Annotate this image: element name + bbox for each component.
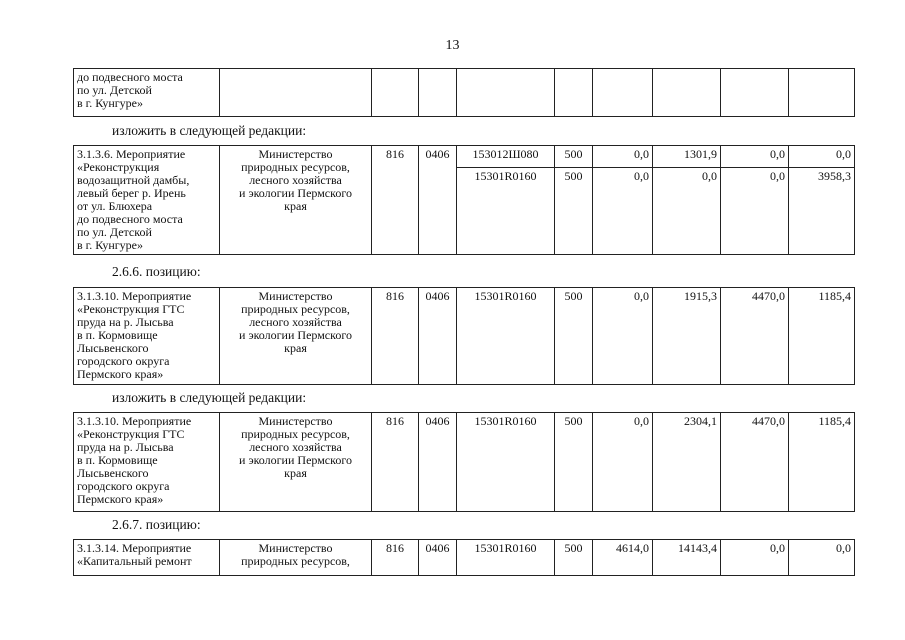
paragraph-position: 2.6.7. позицию: [112, 517, 201, 532]
table-block-2 [73, 145, 855, 255]
expense-type-cell: 500 [555, 146, 593, 168]
table-block-5 [73, 539, 855, 576]
page-number: 13 [445, 38, 460, 53]
ministry-cell [220, 288, 372, 385]
value-cell: 0,0 [721, 146, 789, 168]
table-row [74, 540, 855, 576]
value-cell: 4470,0 [721, 413, 789, 512]
ministry-name: Министерство природных ресурсов, лесного хозяйства и экологии Пермского края [239, 289, 352, 355]
section-code-cell: 0406 [419, 146, 457, 255]
cell [593, 69, 653, 117]
measure-name: 3.1.3.6. Мероприятие «Реконструкция водозащитной дамбы, левый берег р. Ирень от ул. Блюхера до подвесного моста по ул. Детской в г. Кунгуре» [77, 147, 190, 252]
value-cell: 0,0 [593, 146, 653, 168]
value-cell: 0,0 [653, 168, 721, 255]
table-row [74, 146, 855, 168]
value-cell: 4614,0 [593, 540, 653, 576]
target-code-cell: 15301R0160 [457, 168, 555, 255]
section-code-cell: 0406 [419, 413, 457, 512]
cell [721, 69, 789, 117]
table-block-1 [73, 68, 855, 117]
ministry-code-cell: 816 [372, 288, 419, 385]
cell [653, 69, 721, 117]
table-block-3 [73, 287, 855, 385]
cell [555, 69, 593, 117]
target-code-cell: 15301R0160 [457, 413, 555, 512]
value-cell: 0,0 [789, 540, 855, 576]
value-cell: 0,0 [593, 288, 653, 385]
value-cell: 2304,1 [653, 413, 721, 512]
paragraph-position: 2.6.6. позицию: [112, 264, 201, 279]
ministry-code-cell: 816 [372, 540, 419, 576]
ministry-cell [220, 413, 372, 512]
ministry-name: Министерство природных ресурсов, лесного хозяйства и экологии Пермского края [239, 414, 352, 480]
target-code-cell: 15301R0160 [457, 540, 555, 576]
expense-type-cell: 500 [555, 168, 593, 255]
value-cell: 1915,3 [653, 288, 721, 385]
value-cell: 1185,4 [789, 288, 855, 385]
value-cell: 4470,0 [721, 288, 789, 385]
target-code-cell: 153012Ш080 [457, 146, 555, 168]
cell [419, 69, 457, 117]
value-cell: 1185,4 [789, 413, 855, 512]
cell [457, 69, 555, 117]
ministry-cell [220, 146, 372, 255]
value-cell: 3958,3 [789, 168, 855, 255]
cell [372, 69, 419, 117]
measure-name: 3.1.3.10. Мероприятие «Реконструкция ГТС пруда на р. Лысьва в п. Кормовище Лысьвенского городского округа Пермского края» [77, 414, 192, 506]
section-code-cell: 0406 [419, 288, 457, 385]
measure-name: до подвесного моста по ул. Детской в г. Кунгуре» [77, 70, 183, 110]
paragraph-instruction: изложить в следующей редакции: [112, 390, 307, 405]
table-block-4 [73, 412, 855, 512]
value-cell: 0,0 [721, 168, 789, 255]
table-row [74, 413, 855, 512]
paragraph-instruction: изложить в следующей редакции: [112, 123, 307, 138]
measure-name-cell [74, 146, 220, 255]
value-cell: 0,0 [721, 540, 789, 576]
value-cell: 1301,9 [653, 146, 721, 168]
measure-name-cell [74, 413, 220, 512]
cell [789, 69, 855, 117]
measure-name: 3.1.3.14. Мероприятие «Капитальный ремонт [77, 541, 192, 568]
value-cell: 14143,4 [653, 540, 721, 576]
ministry-name: Министерство природных ресурсов, [241, 541, 350, 568]
table-row [74, 288, 855, 385]
ministry-cell [220, 540, 372, 576]
measure-name-cell [74, 288, 220, 385]
value-cell: 0,0 [593, 413, 653, 512]
expense-type-cell: 500 [555, 413, 593, 512]
ministry-name: Министерство природных ресурсов, лесного хозяйства и экологии Пермского края [239, 147, 352, 213]
ministry-code-cell: 816 [372, 146, 419, 255]
value-cell: 0,0 [593, 168, 653, 255]
value-cell: 0,0 [789, 146, 855, 168]
ministry-code-cell: 816 [372, 413, 419, 512]
target-code-cell: 15301R0160 [457, 288, 555, 385]
ministry-cell [220, 69, 372, 117]
measure-name-cell [74, 540, 220, 576]
expense-type-cell: 500 [555, 540, 593, 576]
table-row [74, 69, 855, 117]
expense-type-cell: 500 [555, 288, 593, 385]
section-code-cell: 0406 [419, 540, 457, 576]
measure-name-cell [74, 69, 220, 117]
measure-name: 3.1.3.10. Мероприятие «Реконструкция ГТС пруда на р. Лысьва в п. Кормовище Лысьвенского городского округа Пермского края» [77, 289, 192, 381]
